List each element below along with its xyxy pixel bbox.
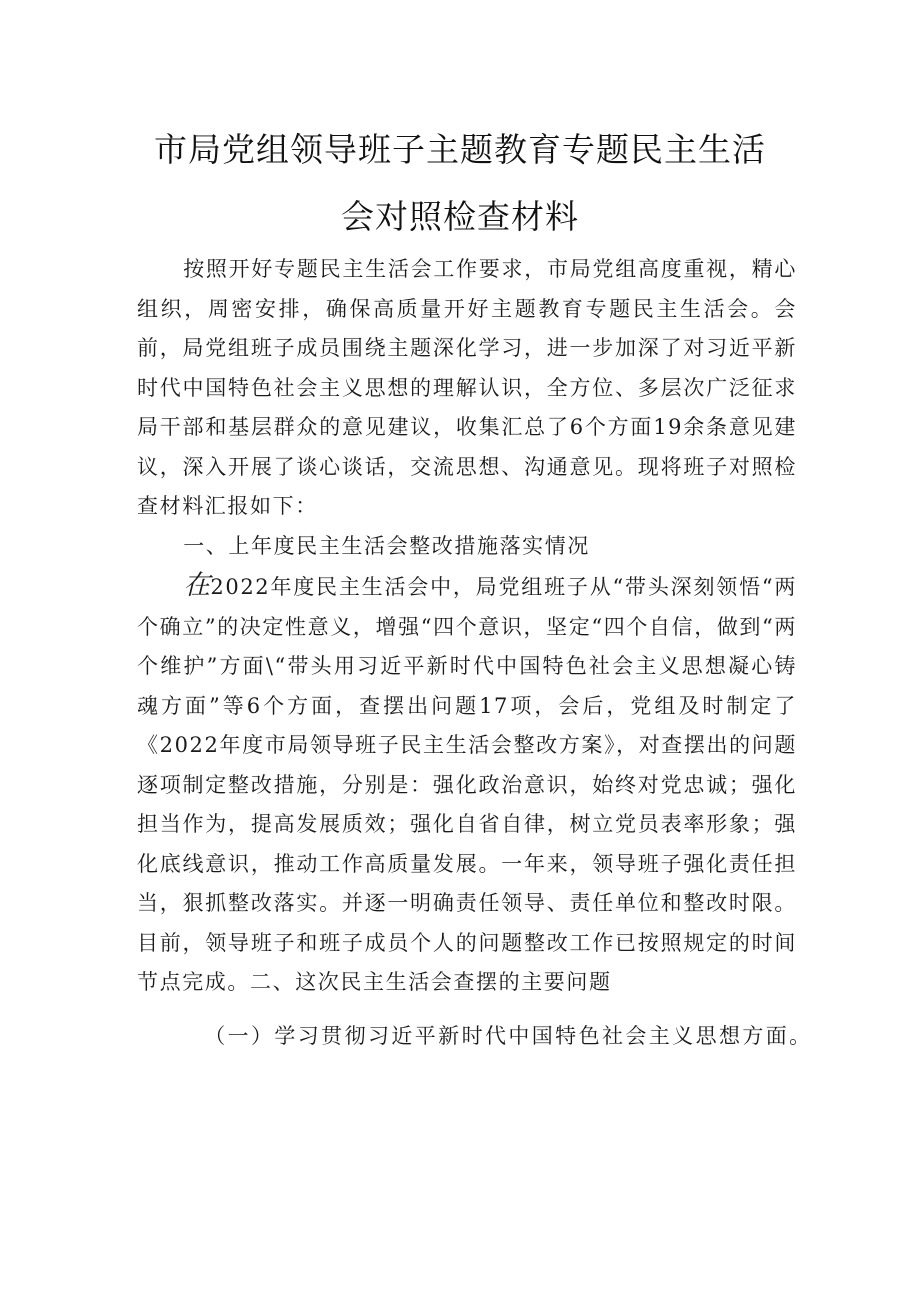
paragraph-lead-character: 在 <box>183 570 211 601</box>
section-heading-1: 一、上年度民主生活会整改措施落实情况 <box>183 533 590 558</box>
section-1-paragraph <box>137 566 797 1003</box>
intro-paragraph: 按照开好专题民主生活会工作要求，市局党组高度重视，精心组织，周密安排，确保高质量开好主题教育专题民主生活会。会前，局党组班子成员围绕主题深化学习，进一步加深了对习近平新时代中国特色社会主义思想的理解认识，全方位、多层次广泛征求局干部和基层群众的意见建议，收集汇总了6个方面19余条意见建议，深入开展了谈心谈话，交流思想、沟通意见。现将班子对照检查材料汇报如下： <box>137 257 797 518</box>
sub-heading-1: （一）学习贯彻习近平新时代中国特色社会主义思想方面。 <box>204 1023 813 1048</box>
section-1-paragraph-text: 2022年度民主生活会中，局党组班子从“带头深刻领悟“两个确立”的决定性意义，增强“四个意识，坚定“四个自信，做到“两个维护”方面\“带头用习近平新时代中国特色社会主义思想凝心铸魂方面”等6个方面，查摆出问题17项，会后，党组及时制定了《2022年度市局领导班子民主生活会整改方案》，对查摆出的问题逐项制定整改措施，分别是：强化政治意识，始终对党忠诚；强化担当作为，提高发展质效；强化自省自律，树立党员表率形象；强化底线意识，推动工作高质量发展。一年来，领导班子强化责任担当，狠抓整改落实。并逐一明确责任领导、责任单位和整改时限。目前，领导班子和班子成员个人的问题整改工作已按照规定的时间节点完成。二、这次民主生活会查摆的主要问题 <box>137 575 798 994</box>
document-title-line-1: 市局党组领导班子主题教育专题民主生活 <box>154 130 766 169</box>
document-body <box>137 250 813 1056</box>
document-title-line-2: 会对照检查材料 <box>341 197 579 236</box>
